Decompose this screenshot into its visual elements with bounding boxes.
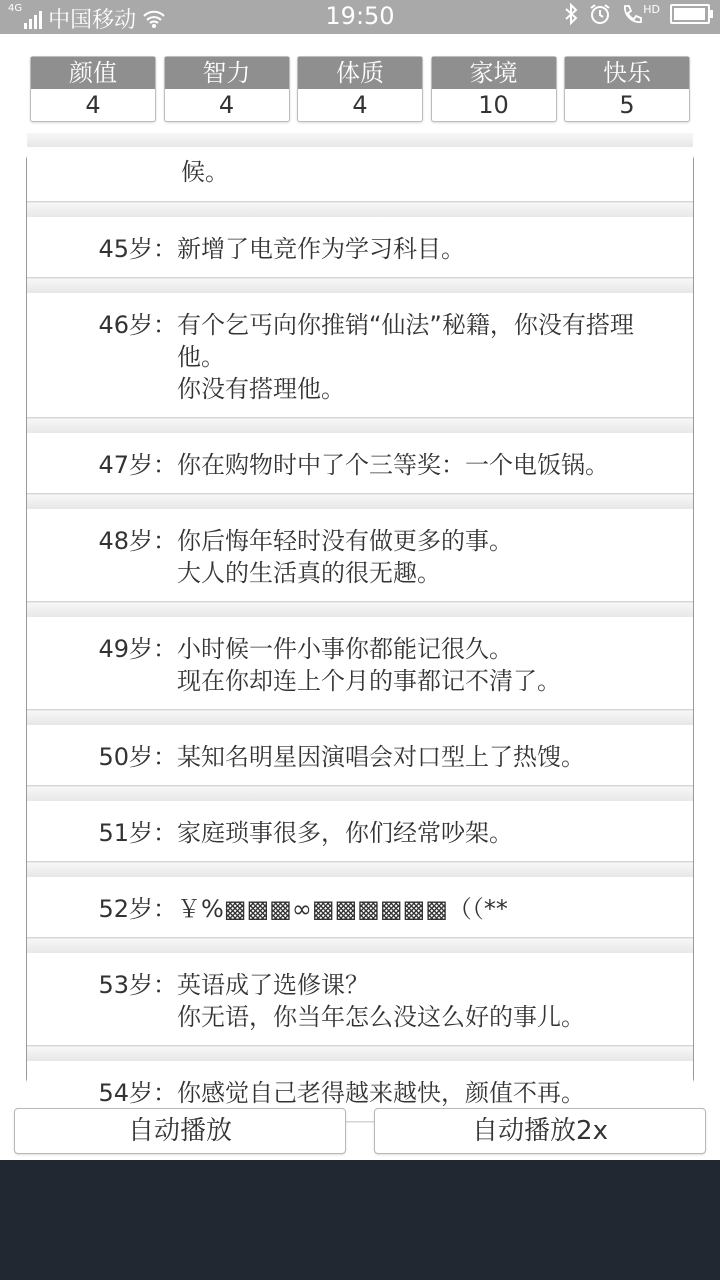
stat-label: 智力: [165, 57, 289, 89]
log-text: ￥%▩▩▩∞▩▩▩▩▩▩（（**: [177, 895, 508, 923]
log-age: 53岁：: [98, 971, 177, 999]
battery-icon: [670, 4, 710, 24]
log-age: 48岁：: [98, 527, 177, 555]
network-type: 4G: [8, 3, 23, 14]
clock: 19:50: [325, 2, 395, 30]
stat-appearance: [30, 56, 156, 122]
log-row: [27, 1077, 693, 1109]
log-row: [27, 741, 693, 773]
stat-intelligence: [164, 56, 290, 122]
log-age: 47岁：: [98, 451, 177, 479]
log-row: [27, 665, 693, 697]
log-text: 你无语，你当年怎么没这么好的事儿。: [177, 1003, 585, 1031]
log-entry: [27, 879, 693, 938]
log-text: 新增了电竞作为学习科目。: [177, 235, 465, 263]
log-entry: [27, 435, 693, 494]
log-row: [27, 893, 693, 925]
log-text: 你后悔年轻时没有做更多的事。: [177, 527, 513, 555]
stat-value: 4: [85, 91, 101, 119]
partial-text: 候。: [181, 158, 229, 186]
log-text: 家庭琐事很多，你们经常吵架。: [177, 819, 513, 847]
log-entry: [27, 219, 693, 278]
status-right: [563, 3, 710, 25]
log-entry: [27, 955, 693, 1046]
log-age: [27, 557, 177, 589]
stat-value: 5: [619, 91, 635, 119]
log-age: 52岁：: [98, 895, 177, 923]
log-row: [27, 969, 693, 1001]
stat-constitution: [297, 56, 423, 122]
log-row: [27, 817, 693, 849]
stat-value: 4: [352, 91, 368, 119]
log-scroll-content: [27, 149, 693, 1139]
carrier-name: 中国移动: [48, 8, 137, 33]
log-row: [27, 557, 693, 589]
log-text: 大人的生活真的很无趣。: [177, 559, 441, 587]
log-entry: [27, 619, 693, 710]
stat-label: 颜值: [31, 57, 155, 89]
status-bar: [0, 0, 720, 34]
log-entry: [27, 803, 693, 862]
log-text: 有个乞丐向你推销“仙法”秘籍，你没有搭理他。: [177, 311, 634, 371]
autoplay-button[interactable]: 自动播放: [14, 1108, 346, 1154]
attribute-stats: [30, 56, 690, 122]
log-row: [27, 233, 693, 265]
log-row: [27, 1001, 693, 1033]
log-text: 你感觉自己老得越来越快，颜值不再。: [177, 1079, 585, 1107]
log-age: 50岁：: [98, 743, 177, 771]
log-age: [27, 1001, 177, 1033]
log-entry: [27, 295, 693, 418]
stat-value: 4: [218, 91, 235, 119]
log-text: 某知名明星因演唱会对口型上了热馊。: [177, 743, 585, 771]
log-text: 现在你却连上个月的事都记不清了。: [177, 667, 561, 695]
stat-happiness: [564, 56, 690, 122]
log-text: 你没有搭理他。: [177, 375, 345, 403]
bluetooth-icon: [563, 3, 579, 25]
log-row: [27, 525, 693, 557]
stat-family: [431, 56, 557, 122]
call-hd-icon: [621, 3, 660, 25]
log-row: [27, 373, 693, 405]
log-row: [27, 449, 693, 481]
log-age: 49岁：: [98, 635, 177, 663]
log-entry: [27, 511, 693, 602]
log-age: [27, 373, 177, 405]
log-age: 54岁：: [98, 1079, 177, 1107]
log-entry: [27, 727, 693, 786]
navigation-bar-area: [0, 1160, 720, 1280]
log-entry-partial: [27, 149, 693, 202]
log-text: 英语成了选修课？: [177, 971, 369, 999]
log-age: 45岁：: [98, 235, 177, 263]
log-text: 小时候一件小事你都能记很久。: [177, 635, 513, 663]
hd-label: HD: [643, 3, 660, 16]
stat-label: 快乐: [565, 57, 689, 89]
log-text: 你在购物时中了个三等奖：一个电饭锅。: [177, 451, 609, 479]
alarm-icon: [589, 3, 611, 25]
log-row: [27, 309, 693, 373]
stat-label: 家境: [432, 57, 556, 89]
stat-value: 10: [478, 91, 509, 119]
log-row: [27, 633, 693, 665]
log-age: 46岁：: [98, 311, 177, 339]
log-age: 51岁：: [98, 819, 177, 847]
log-age: [27, 665, 177, 697]
life-event-log[interactable]: [26, 152, 694, 1107]
autoplay-2x-button[interactable]: 自动播放2x: [374, 1108, 706, 1154]
stat-label: 体质: [298, 57, 422, 89]
